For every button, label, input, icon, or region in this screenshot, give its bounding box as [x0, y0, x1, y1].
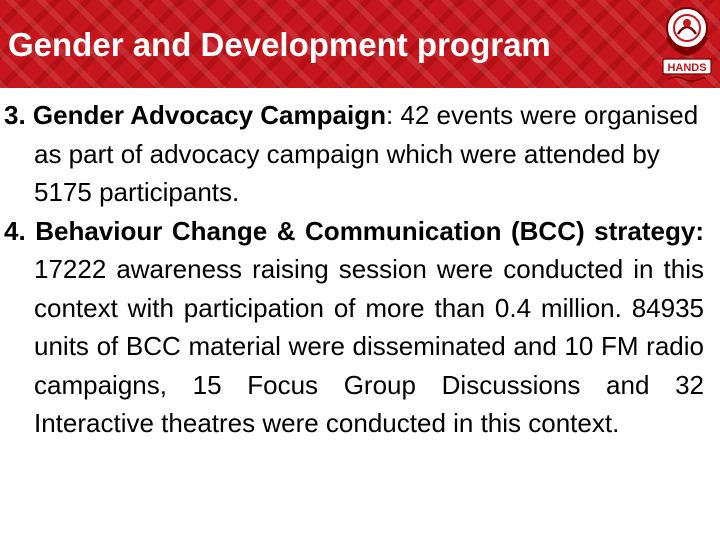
list-item [4, 96, 704, 212]
item-body: 42 events were organised as part of advocacy campaign which were attended by 5175 participants. [34, 100, 699, 207]
item-heading: Behaviour Change & Communication (BCC) strategy [35, 215, 696, 246]
hands-logo-icon [660, 4, 714, 84]
slide-content [4, 96, 704, 443]
item-number: 3. [4, 100, 26, 130]
item-separator: : [385, 100, 394, 130]
slide-title: Gender and Development program [8, 26, 551, 63]
item-heading: Gender Advocacy Campaign [32, 100, 386, 130]
header-banner [0, 0, 720, 88]
list-item [4, 212, 704, 443]
item-number: 4. [4, 215, 26, 246]
item-separator: : [695, 215, 704, 246]
item-body: 17222 awareness raising session were conducted in this context with participation of more than 0.4 million. 84935 units of BCC material were disseminated and 10 FM radio campaigns, 15 Focus Group Discussions and 32 Interactive theatres were conducted in this context. [34, 254, 704, 438]
logo-text: HANDS [667, 62, 707, 74]
